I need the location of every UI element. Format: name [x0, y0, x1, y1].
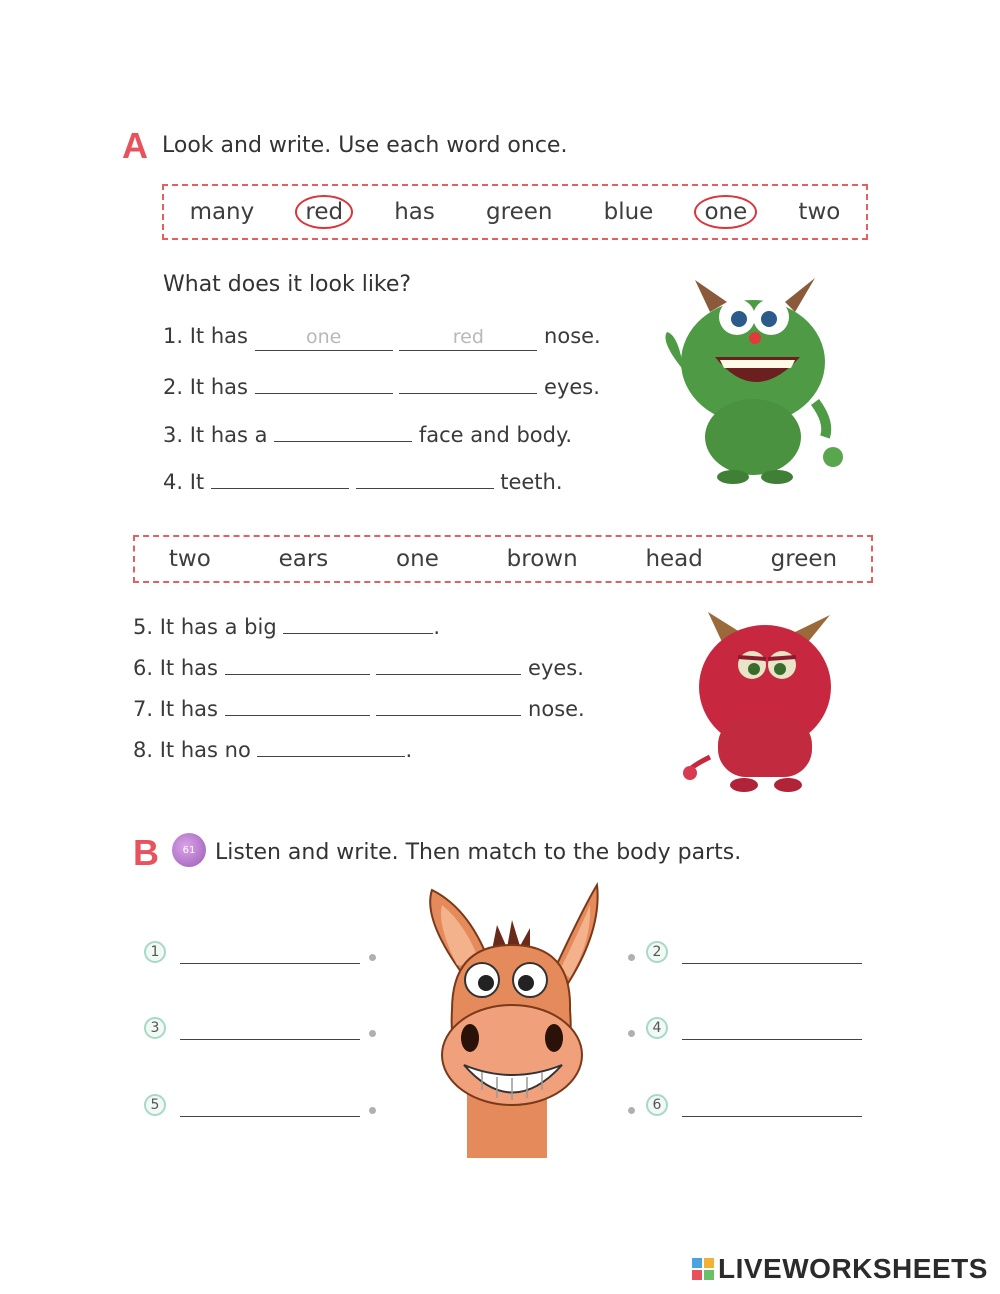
number-badge: 5: [144, 1094, 166, 1116]
number-badge: 3: [144, 1017, 166, 1039]
word-head: head: [645, 546, 703, 572]
item-8: 8. It has no .: [133, 734, 412, 762]
word-brown: brown: [506, 546, 578, 572]
answer-input[interactable]: [225, 693, 370, 716]
number-badge: 2: [646, 941, 668, 963]
answer-line-2[interactable]: [682, 962, 862, 964]
number-badge: 1: [144, 941, 166, 963]
item-3: 3. It has a face and body.: [163, 419, 572, 447]
word-ears: ears: [278, 546, 329, 572]
word-one: one: [396, 546, 439, 572]
section-a-letter: A: [122, 125, 148, 166]
green-monster-image: [655, 272, 850, 487]
word-has: has: [394, 199, 435, 225]
section-a-title: Look and write. Use each word once.: [162, 133, 568, 158]
question-title: What does it look like?: [163, 272, 412, 297]
answer-line-5[interactable]: [180, 1115, 360, 1117]
item-1: 1. It has one red nose.: [163, 324, 601, 351]
word-blue: blue: [603, 199, 654, 225]
word-bank-1: [162, 184, 868, 240]
answer-input[interactable]: [225, 652, 370, 675]
answer-input[interactable]: [274, 419, 412, 442]
item-5: 5. It has a big .: [133, 611, 440, 639]
audio-track-icon[interactable]: 61: [172, 833, 206, 867]
number-badge: 4: [646, 1017, 668, 1039]
answer-input[interactable]: [283, 611, 433, 634]
answer-input[interactable]: [255, 371, 393, 394]
answer-input[interactable]: [376, 652, 521, 675]
word-two: two: [168, 546, 211, 572]
match-dot[interactable]: [369, 1107, 376, 1114]
number-badge: 6: [646, 1094, 668, 1116]
answer-input[interactable]: one: [255, 328, 393, 351]
answer-line-3[interactable]: [180, 1038, 360, 1040]
match-dot[interactable]: [369, 1030, 376, 1037]
item-4: 4. It teeth.: [163, 466, 563, 494]
answer-input[interactable]: red: [399, 328, 537, 351]
section-b-title: Listen and write. Then match to the body parts.: [215, 840, 742, 865]
answer-input[interactable]: [399, 371, 537, 394]
answer-input[interactable]: [211, 466, 349, 489]
item-7: 7. It has nose.: [133, 693, 585, 721]
word-green: green: [486, 199, 553, 225]
item-6: 6. It has eyes.: [133, 652, 584, 680]
answer-line-6[interactable]: [682, 1115, 862, 1117]
liveworksheets-logo-icon: [692, 1258, 714, 1280]
word-many: many: [189, 199, 255, 225]
match-dot[interactable]: [628, 1107, 635, 1114]
word-two: two: [798, 199, 841, 225]
answer-input[interactable]: [376, 693, 521, 716]
section-b-letter: B: [133, 832, 159, 873]
match-dot[interactable]: [628, 1030, 635, 1037]
donkey-image: [412, 880, 612, 1158]
item-2: 2. It has eyes.: [163, 371, 600, 399]
match-dot[interactable]: [369, 954, 376, 961]
word-one: one: [694, 195, 757, 229]
red-monster-image: [680, 607, 850, 797]
answer-line-1[interactable]: [180, 962, 360, 964]
liveworksheets-logo-text: LIVEWORKSHEETS: [718, 1253, 988, 1284]
word-red: red: [295, 195, 353, 229]
answer-input[interactable]: [356, 466, 494, 489]
answer-input[interactable]: [257, 734, 405, 757]
word-bank-2: [133, 535, 873, 583]
answer-line-4[interactable]: [682, 1038, 862, 1040]
word-green: green: [770, 546, 838, 572]
match-dot[interactable]: [628, 954, 635, 961]
